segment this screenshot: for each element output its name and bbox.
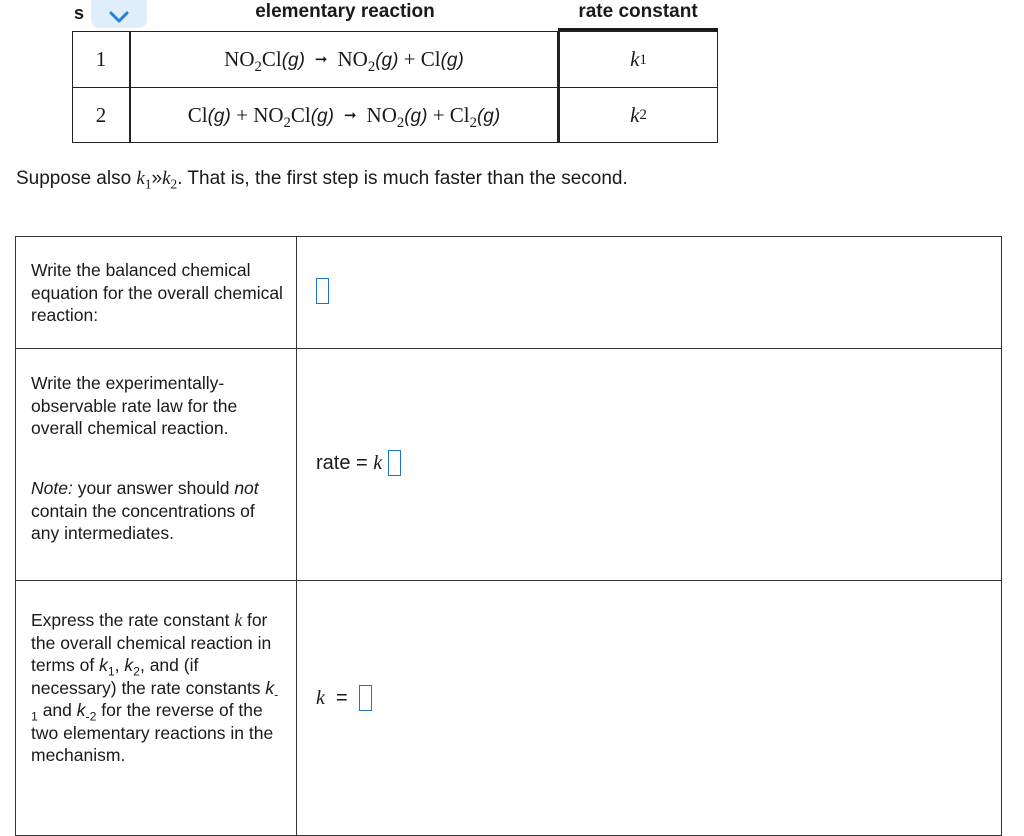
question-balanced-equation: Write the balanced chemical equation for the overall chemical reaction: [31,260,283,325]
column-divider [296,236,297,836]
row-divider [15,580,1002,581]
species: $NO_2Cl(g)$ [253,102,334,131]
reaction-arrow-icon: ➞ [343,107,357,124]
mechanism-step-number: 2 [72,87,129,143]
balanced-equation-input[interactable] [316,278,329,304]
assumption-text: Suppose also $k_1»k_2$. That is, the first step is much faster than the second. [16,168,628,192]
reaction-arrow-icon: ➞ [314,52,328,68]
plus-sign: + [403,47,416,71]
rate-constant-symbol: k [373,451,383,474]
mechanism-rate-constant: k 1 [558,31,718,88]
column-header-elementary-reaction: elementary reaction [255,1,435,22]
mechanism-step-equation [129,31,558,88]
question-rate-constant: Express the rate constant k for the overall chemical reaction in terms of $k_1$, $k_2$, and (if necessary) the rate constants $k_{-1}$ and $k_{-2}$ for the reverse of the two elementary reactions in the mechanism. [31,610,279,765]
species: $NO_2(g)$ [366,102,428,131]
mechanism-rate-constant: k 2 [558,87,718,143]
rate-law-answer [316,450,401,476]
question-rate-law: Write the experimentally-observable rate law for the overall chemical reaction. [31,373,238,438]
rate-constant-answer [316,685,372,711]
species: $NO_2(g)$ [337,47,399,76]
mechanism-step-number: 1 [72,31,129,88]
rate-label: rate [316,451,351,474]
species: Cl(g) [420,47,464,71]
equals-sign: = [356,451,368,474]
plus-sign: + [432,102,445,127]
equals-sign: = [336,686,348,709]
rate-constant-input[interactable] [359,685,372,711]
rate-law-input[interactable] [388,450,401,476]
chevron-down-icon [108,10,130,24]
question-rate-law-note: Note: your answer should not contain the concentrations of any intermediates. [31,478,259,543]
answer-box[interactable] [316,278,329,304]
species: $NO_2Cl(g)$ [224,47,305,76]
rate-constant-symbol: k [316,686,325,709]
mechanism-step-equation [129,87,558,143]
row-divider [15,348,1002,349]
column-header-rate-constant: rate constant [578,1,698,22]
header-partial-label: s [74,3,85,23]
species: Cl(g) [187,102,231,127]
plus-sign: + [236,102,248,127]
species: $Cl_2(g)$ [449,102,501,131]
collapse-toggle-button[interactable] [91,0,147,28]
